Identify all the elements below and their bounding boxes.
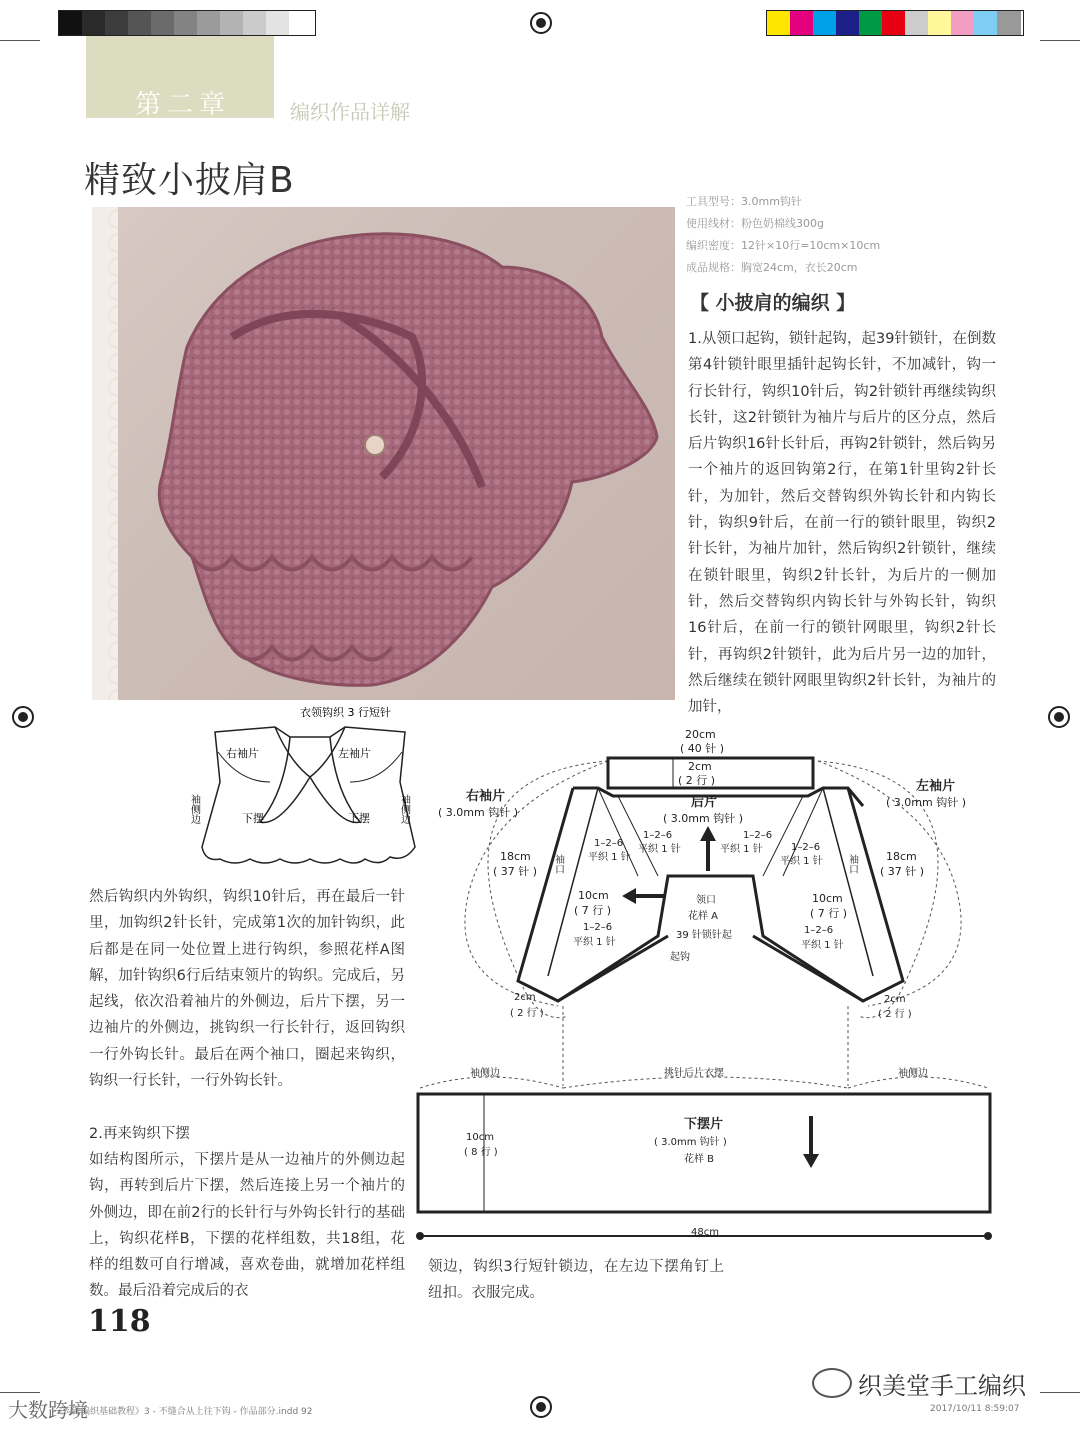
wechat-icon <box>812 1368 852 1398</box>
inc-rule-4: 1–2–6 <box>791 842 821 853</box>
hem-cm: 10cm <box>466 1132 494 1143</box>
left-cuff-cm: 2cm <box>884 994 906 1005</box>
hem-side-left: 袖侧边 <box>470 1068 500 1079</box>
inc-note-4: 平织 1 针 <box>780 856 823 867</box>
right-cuff: 袖口 <box>552 854 564 874</box>
left-side-cm: 18cm <box>886 850 917 863</box>
corner-logo: 大数跨境 <box>8 1398 88 1422</box>
instructions-right: 1.从领口起钩，锁针起钩，起39针锁针，在倒数第4针锁针眼里插针起钩长针，不加减针，钩一行长针行，钩织10针后，钩2针锁针再继续钩织长针，这2针锁针为袖片与后片的区分点，然后后片钩织16针长针后，再钩2针锁针，然后钩另一个袖片的返回钩第2行，在第1针里钩2针长针，为加针，然后交替钩织外钩长针和内钩长针，钩织9针后，在前一行的锁针眼里，钩织2针长针，为袖片加针，然后钩织2针锁针，继续在锁针眼里，钩织2针长针，为后片的一侧加针，然后交替钩织内钩长针与外钩长针，钩织16针后，在前一行的锁针网眼里，钩织2针长针，再钩织2针锁针，此为后片另一边的加针，然后继续在锁针网眼里钩织2针长针，为袖片的加针， <box>688 331 996 716</box>
inc-note-3: 平织 1 针 <box>720 844 763 855</box>
section2-title: 2.再来钩织下摆 <box>89 1126 190 1142</box>
section-heading: 【 小披肩的编织 】 <box>690 292 856 314</box>
right-cuff-rows: ( 2 行 ) <box>510 1008 544 1019</box>
right-sleeve-title: 右袖片 <box>466 789 506 804</box>
crop-mark <box>0 1392 40 1393</box>
registration-mark-right <box>1048 706 1070 728</box>
spec-size: 成品规格：胸宽24cm，衣长20cm <box>686 261 858 274</box>
collar-rows: ( 2 行 ) <box>678 774 716 787</box>
instructions-bottom: 领边，钩织3行短针锁边，在左边下摆角钉上纽扣。衣服完成。 <box>428 1259 724 1302</box>
watermark: 织美堂手工编织 <box>858 1372 1026 1400</box>
hem-title: 下摆片 <box>684 1117 724 1132</box>
shrug-sketch <box>190 702 430 872</box>
button-icon <box>365 435 385 455</box>
inc-rule-1: 1–2–6 <box>594 838 624 849</box>
left-cuff-rows: ( 2 行 ) <box>878 1009 912 1020</box>
hem-mid: 挑针后片衣摆 <box>664 1068 724 1079</box>
right-side-st: ( 37 针 ) <box>493 865 538 878</box>
registration-mark-left <box>12 706 34 728</box>
hem-rows: ( 8 行 ) <box>464 1147 498 1158</box>
footer-date: 2017/10/11 8:59:07 <box>930 1404 1020 1414</box>
registration-mark-bottom <box>530 1396 552 1418</box>
shrug-illustration <box>92 207 675 700</box>
construction-diagram <box>408 726 1008 1246</box>
left-sleeve-title: 左袖片 <box>916 779 956 794</box>
crop-mark <box>1040 40 1080 41</box>
sketch-sleeve-edge-right: 袖侧边 <box>398 794 410 824</box>
hem-width: 48cm <box>691 1227 719 1238</box>
neck-chain: 39 针锁针起 <box>676 930 732 941</box>
back-title: 后片 <box>691 795 718 810</box>
inc-rule-2: 1–2–6 <box>643 830 673 841</box>
spec-gauge: 编织密度：12针×10行=10cm×10cm <box>686 239 881 252</box>
neck-pattern: 花样 A <box>688 911 719 922</box>
left-side-st: ( 37 针 ) <box>880 865 925 878</box>
right-cuff-cm: 2cm <box>514 992 536 1003</box>
inc-rule-5: 1–2–6 <box>583 922 613 933</box>
left-front-cm: 10cm <box>812 892 843 905</box>
chapter-subtitle: 编织作品详解 <box>290 100 410 124</box>
sketch-hem-left: 下摆 <box>242 812 264 825</box>
grayscale-bar <box>58 10 316 36</box>
color-bar <box>766 10 1024 36</box>
page-title: 精致小披肩B <box>84 160 295 201</box>
spec-yarn: 使用线材：粉色奶棉线300g <box>686 217 824 230</box>
instructions-left: 然后钩织内外钩织，钩织10针后，再在最后一针里，加钩织2针长针，完成第1次的加针钩织，此后都是在同一处位置上进行钩织，参照花样A图解，加针钩织6行后结束领片的钩织。完成后，另起线，依次沿着袖片的外侧边，后片下摆，另一边袖片的外侧边，挑钩织一行长针行，返回钩织一行外钩长针。最后在两个袖口，圈起来钩织，钩织一行长针，一行外钩长针。 <box>89 889 405 1090</box>
crop-mark <box>0 40 40 41</box>
back-hook: ( 3.0mm 钩针 ) <box>663 812 743 825</box>
hem-side-right: 袖侧边 <box>898 1068 928 1079</box>
product-photo <box>92 207 675 700</box>
right-front-cm: 10cm <box>578 889 609 902</box>
left-front-rows: ( 7 行 ) <box>810 907 848 920</box>
hem-hook: ( 3.0mm 钩针 ) <box>654 1137 727 1148</box>
top-cm: 20cm <box>685 728 716 741</box>
sketch-hem-right: 下摆 <box>348 812 370 825</box>
hem-pattern: 花样 B <box>684 1154 715 1165</box>
left-sleeve-hook: ( 3.0mm 钩针 ) <box>886 796 966 809</box>
collar-cm: 2cm <box>688 760 712 773</box>
neck-label: 领口 <box>696 895 716 906</box>
start-label: 起钩 <box>670 952 690 963</box>
left-cuff: 袖口 <box>846 854 858 874</box>
right-sleeve-hook: ( 3.0mm 钩针 ) <box>438 806 518 819</box>
crop-mark <box>1040 1392 1080 1393</box>
page-number: 118 <box>88 1304 151 1339</box>
inc-note-1: 平织 1 针 <box>588 852 631 863</box>
chapter-label: 第二章 <box>135 90 232 120</box>
spec-tool: 工具型号：3.0mm钩针 <box>686 195 802 208</box>
inc-note-2: 平织 1 针 <box>638 844 681 855</box>
sketch-collar-note: 衣领钩织 3 行短针 <box>300 706 391 719</box>
right-side-cm: 18cm <box>500 850 531 863</box>
sketch-left-sleeve: 左袖片 <box>338 747 371 760</box>
inc-note-6: 平织 1 针 <box>801 940 844 951</box>
top-st: ( 40 针 ) <box>680 742 725 755</box>
inc-rule-3: 1–2–6 <box>743 830 773 841</box>
registration-mark-top <box>530 12 552 34</box>
sketch-right-sleeve: 右袖片 <box>226 747 259 760</box>
inc-rule-6: 1–2–6 <box>804 925 834 936</box>
inc-note-5: 平织 1 针 <box>573 937 616 948</box>
right-front-rows: ( 7 行 ) <box>574 904 612 917</box>
section2-text: 如结构图所示，下摆片是从一边袖片的外侧边起钩，再转到后片下摆，然后连接上另一个袖片的外侧边，即在前2行的长针行与外钩长针行的基础上，钩织花样B，下摆的花样组数，共18组，花样的组数可自行增减，喜欢卷曲，就增加花样组数。最后沿着完成后的衣 <box>89 1152 405 1300</box>
sketch-sleeve-edge-left: 袖侧边 <box>188 794 200 824</box>
footer-file: 《钩针编织基础教程》3 - 不缝合从上往下钩 - 作品部分.indd 92 <box>54 1407 313 1417</box>
